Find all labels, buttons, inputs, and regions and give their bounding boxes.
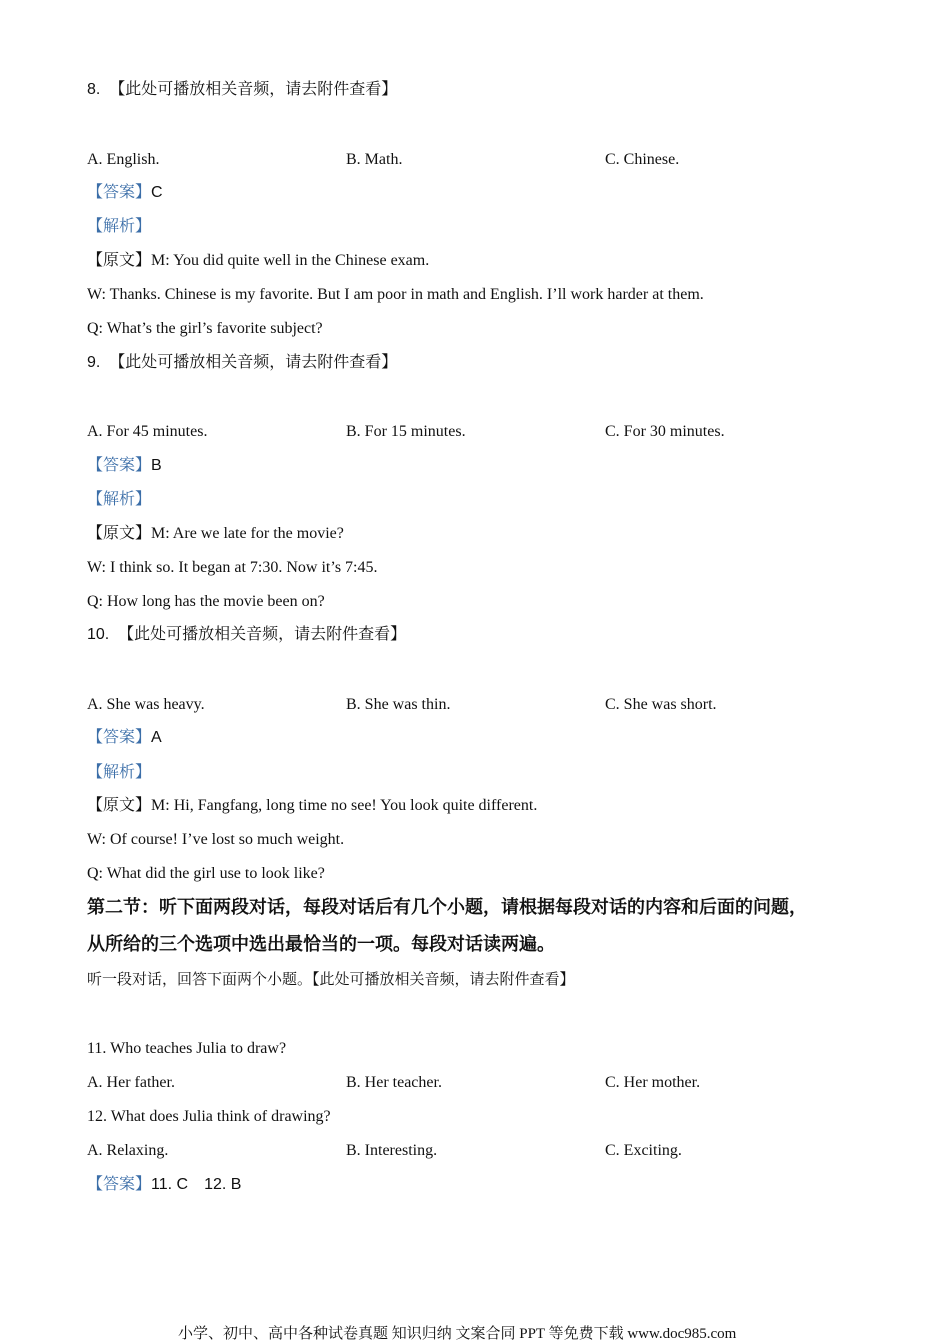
transcript-label: 【原文】 [87, 525, 152, 542]
answer-label: 【答案】 [87, 457, 152, 474]
transcript-text: W: I think so. It began at 7:30. Now it’s 7:45. [87, 559, 378, 576]
answer-line [87, 728, 162, 748]
option-a: A. She was heavy. [87, 696, 205, 713]
question-number: 9. [87, 354, 101, 371]
answer-label: 【答案】 [87, 184, 152, 201]
transcript-label: 【原文】 [87, 797, 152, 814]
option-b: B. Interesting. [346, 1142, 438, 1159]
transcript-line [87, 796, 537, 816]
answer-value: 11. C 12. B [151, 1176, 242, 1193]
option-a: A. Relaxing. [87, 1142, 169, 1159]
answer-line [87, 183, 163, 203]
transcript-text: M: Are we late for the movie? [151, 525, 344, 542]
transcript-label: 【原文】 [87, 252, 152, 269]
transcript-line [87, 251, 429, 271]
analysis-label: 【解析】 [87, 218, 152, 235]
answer-value: C [151, 184, 163, 201]
audio-placeholder-link[interactable]: 【此处可播放相关音频，请去附件查看】 [312, 971, 575, 988]
transcript-text: W: Thanks. Chinese is my favorite. But I am poor in math and English. I’ll work harder at them. [87, 286, 704, 303]
option-b: B. She was thin. [346, 696, 451, 713]
option-b: B. For 15 minutes. [346, 423, 466, 440]
audio-placeholder-link[interactable]: 【此处可播放相关音频，请去附件查看】 [109, 354, 398, 371]
option-c: C. She was short. [605, 696, 717, 713]
answer-value: A [151, 729, 162, 746]
question-8-header [87, 80, 397, 100]
instruction-text: 听一段对话，回答下面两个小题。 [87, 971, 313, 988]
answer-line [87, 456, 162, 476]
option-a: A. Her father. [87, 1074, 175, 1091]
analysis-label: 【解析】 [87, 764, 152, 781]
audio-placeholder-link[interactable]: 【此处可播放相关音频，请去附件查看】 [118, 626, 407, 643]
option-c: C. Her mother. [605, 1074, 701, 1091]
question-number: 8. [87, 81, 101, 98]
answer-label: 【答案】 [87, 1176, 152, 1193]
section-heading-line2: 从所给的三个选项中选出最恰当的一项。每段对话读两遍。 [87, 934, 555, 955]
section-heading-line1: 第二节：听下面两段对话，每段对话后有几个小题，请根据每段对话的内容和后面的问题， [87, 897, 807, 918]
answer-line [87, 1175, 241, 1195]
answer-value: B [151, 457, 162, 474]
page-footer: 小学、初中、高中各种试卷真题 知识归纳 文案合同 PPT 等免费下载 www.doc985.com [178, 1326, 737, 1342]
option-c: C. Chinese. [605, 151, 680, 168]
option-a: A. For 45 minutes. [87, 423, 208, 440]
option-c: C. Exciting. [605, 1142, 682, 1159]
option-c: C. For 30 minutes. [605, 423, 725, 440]
transcript-question: Q: What did the girl use to look like? [87, 865, 325, 882]
transcript-text: M: You did quite well in the Chinese exam. [151, 252, 430, 269]
option-b: B. Her teacher. [346, 1074, 442, 1091]
transcript-text: M: Hi, Fangfang, long time no see! You look quite different. [151, 797, 538, 814]
question-number: 10. [87, 626, 110, 643]
transcript-text: W: Of course! I’ve lost so much weight. [87, 831, 345, 848]
section-instruction [87, 970, 575, 990]
transcript-question: Q: What’s the girl’s favorite subject? [87, 320, 323, 337]
transcript-question: Q: How long has the movie been on? [87, 593, 325, 610]
answer-label: 【答案】 [87, 729, 152, 746]
question-11-text: 11. Who teaches Julia to draw? [87, 1040, 287, 1057]
option-b: B. Math. [346, 151, 403, 168]
option-a: A. English. [87, 151, 160, 168]
question-10-header [87, 625, 406, 645]
analysis-label: 【解析】 [87, 491, 152, 508]
audio-placeholder-link[interactable]: 【此处可播放相关音频，请去附件查看】 [109, 81, 398, 98]
question-9-header [87, 353, 397, 373]
transcript-line [87, 524, 344, 544]
question-12-text: 12. What does Julia think of drawing? [87, 1108, 331, 1125]
